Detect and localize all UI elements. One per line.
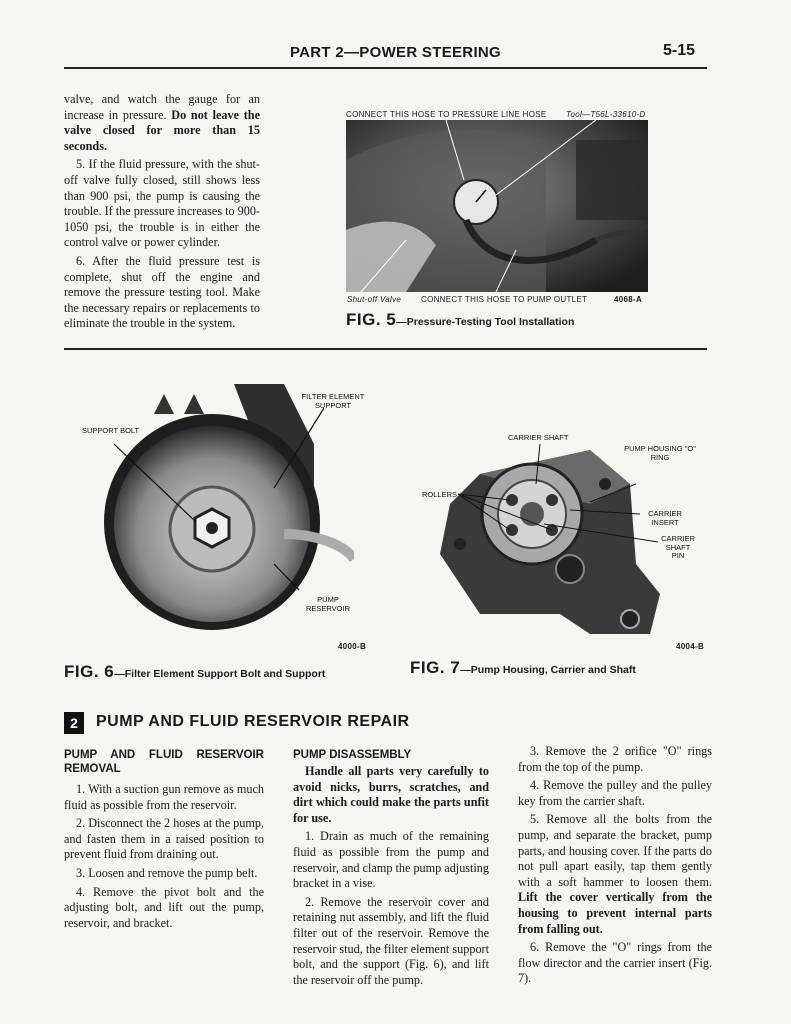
fig5-top-label: CONNECT THIS HOSE TO PRESSURE LINE HOSE — [346, 110, 547, 119]
fig7-caption-number: FIG. 7 — [410, 658, 461, 677]
col2-heading: PUMP DISASSEMBLY — [293, 749, 412, 761]
fig6-photo — [84, 384, 354, 630]
section-title: PUMP AND FLUID RESERVOIR REPAIR — [96, 713, 410, 730]
top-left-text — [64, 92, 260, 335]
paragraph: valve, and watch the gauge for an increase in pressure. — [64, 92, 260, 122]
fig5-caption-number: FIG. 5 — [346, 310, 397, 329]
fig6-support-bolt-label: SUPPORT BOLT — [82, 426, 140, 435]
fig6-caption-number: FIG. 6 — [64, 662, 115, 681]
page-header-title: PART 2—POWER STEERING — [289, 44, 502, 61]
paragraph: 6. After the fluid pressure test is complete, shut off the engine and remove the pressure testing tool. Make the necessary repairs or replacements to eliminate the trouble in the system. — [64, 253, 260, 331]
fig7-oring-label: PUMP HOUSING "O" RING — [624, 444, 696, 462]
fig5-outlet-label: CONNECT THIS HOSE TO PUMP OUTLET — [421, 295, 588, 304]
section-number-badge: 2 — [64, 712, 84, 734]
fig5-tool-label: Tool—T56L-33610-D — [566, 110, 646, 119]
fig6-caption — [64, 662, 325, 682]
fig7-insert-label: CARRIER INSERT — [648, 509, 682, 527]
fig6-code: 4000-B — [338, 642, 367, 651]
warning-text: Do not leave the valve closed for more than 15 seconds. — [64, 107, 260, 153]
fig7-photo — [440, 444, 660, 640]
fig7-carrier-shaft-label: CARRIER SHAFT — [508, 433, 569, 442]
fig7-rollers-label: ROLLERS — [422, 490, 458, 499]
paragraph: 1. Drain as much of the remaining fluid as possible from the pump and reservoir, and clamp the pump adjusting bracket in a vise. — [293, 829, 489, 891]
paragraph: 5. If the fluid pressure, with the shut-off valve fully closed, still shows less than 900 psi, the pump is causing the trouble. If the pressure increases to 900-1050 psi, the trouble is in either the control valve or power cylinder. — [64, 157, 260, 250]
fig7-code: 4004-B — [676, 642, 705, 651]
warning-text: Lift the cover vertically from the housing to prevent internal parts from falling out. — [518, 890, 712, 936]
fig5-photo — [346, 120, 648, 292]
fig7-pin-label: CARRIER SHAFT PIN — [661, 534, 695, 560]
paragraph: 2. Disconnect the 2 hoses at the pump, and fasten them in a raised position to prevent fluid from draining out. — [64, 816, 264, 862]
column-2 — [293, 748, 489, 991]
fig5-caption — [346, 310, 574, 330]
paragraph: 6. Remove the "O" rings from the flow director and the carrier insert (Fig. 7). — [518, 940, 712, 986]
fig6-reservoir-label: PUMP RESERVOIR — [305, 595, 351, 613]
fig6-caption-text: —Filter Element Support Bolt and Support — [114, 668, 326, 680]
paragraph: 5. Remove all the bolts from the pump, and separate the bracket, pump parts, and housing cover. If the parts do not pull apart easily, tap them gently with a soft hammer to loosen them. — [518, 812, 712, 889]
page-number: 5-15 — [662, 42, 695, 59]
header-rule — [64, 67, 707, 69]
column-1 — [64, 748, 264, 934]
paragraph: 4. Remove the pulley and the pulley key from the carrier shaft. — [518, 778, 712, 808]
paragraph: 1. With a suction gun remove as much fluid as possible from the reservoir. — [64, 782, 264, 812]
fig5-code: 4068-A — [614, 295, 643, 304]
fig5-caption-text: —Pressure-Testing Tool Installation — [396, 316, 575, 328]
paragraph: 3. Loosen and remove the pump belt. — [76, 865, 258, 880]
column-3 — [518, 744, 712, 990]
mid-rule — [64, 348, 707, 350]
paragraph: 3. Remove the 2 orifice "O" rings from the top of the pump. — [518, 744, 712, 774]
fig5-shutoff-label: Shut-off Valve — [347, 295, 402, 304]
paragraph: 2. Remove the reservoir cover and retaining nut assembly, and lift the fluid filter out of the reservoir. Remove the reservoir stud, the filter element support bolt, and the support (Fig. 6), and lift the reservoir off the pump. — [293, 894, 489, 987]
fig7-caption — [410, 658, 636, 678]
fig6-filter-label: FILTER ELEMENT SUPPORT — [301, 392, 365, 410]
paragraph: 4. Remove the pivot bolt and the adjusting bolt, and lift out the pump, reservoir, and bracket. — [64, 884, 264, 930]
col1-heading: PUMP AND FLUID RESERVOIR REMOVAL — [64, 749, 264, 775]
fig7-caption-text: —Pump Housing, Carrier and Shaft — [460, 664, 636, 676]
warning-text: Handle all parts very carefully to avoid nicks, burrs, scratches, and dirt which could make the parts unfit for use. — [293, 764, 489, 825]
